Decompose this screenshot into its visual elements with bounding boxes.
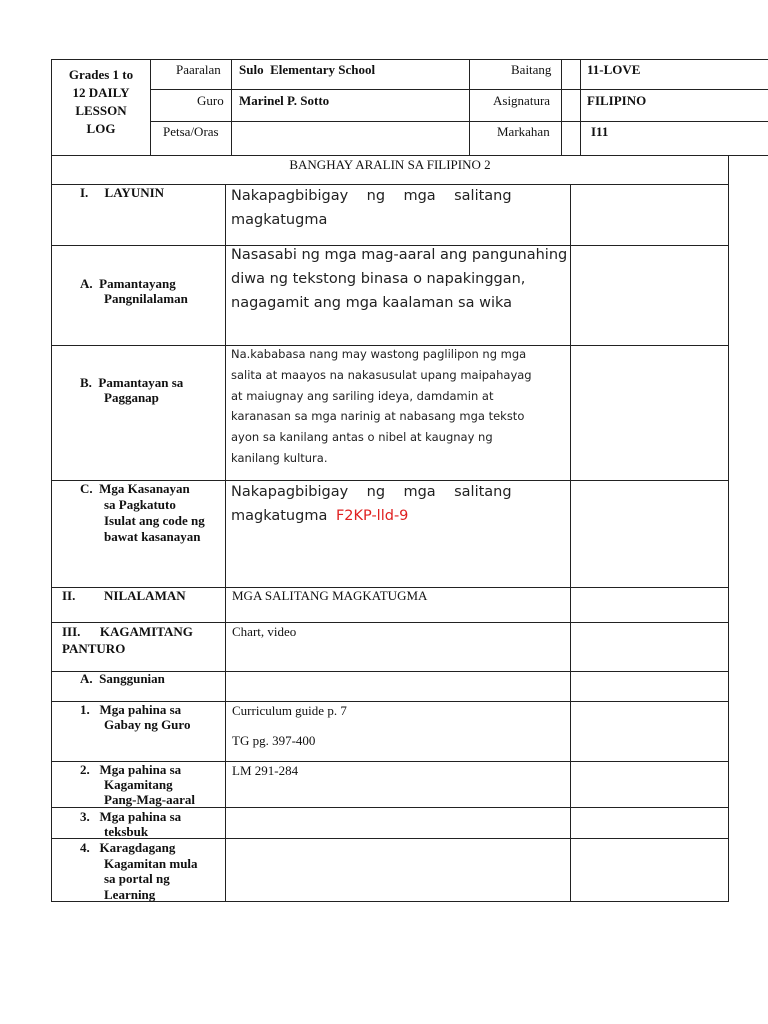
nilalaman-label: NILALAMAN (104, 588, 186, 603)
baitang-value: 11-LOVE (587, 62, 641, 77)
baitang-label: Baitang (511, 62, 552, 77)
panturo-extra-cell (570, 622, 729, 672)
nilalaman-extra-cell (570, 587, 729, 623)
layunin-extra-cell (570, 184, 729, 246)
pangnilalaman-extra-cell (570, 245, 729, 346)
markahan-label: Markahan (497, 124, 550, 139)
kasanayan-text: Nakapagbibigay ng mga salitang magkatugma F2KP-lld-9 (231, 484, 512, 524)
pagganap-text: Na.kababasa nang may wastong paglilipon ng mga salita at maayos na nakasusulat upang maipahayag at maiugnay ang sariling ideya, damdamin at karanasan sa mga narinig at nabasang mga teksto ayon sa kanilang antas o nibel at kaugnay ng kanilang kultura. (231, 347, 532, 465)
gabay-extra-cell (570, 701, 729, 762)
pagganap-extra-cell (570, 345, 729, 481)
kasanayan-extra-cell (570, 480, 729, 588)
kasanayan-text-line2: magkatugma (231, 508, 328, 524)
paaralan-label: Paaralan (176, 62, 221, 77)
teksbuk-content-cell (225, 807, 571, 839)
pangnilalaman-text: Nasasabi ng mga mag-aaral ang pangunahing diwa ng tekstong binasa o napakinggan, nagagamit ang mga kaalaman sa wika (231, 247, 568, 311)
pagganap-label: B. Pamantayan sa Pagganap (80, 375, 184, 405)
karagdagan-content-cell (225, 838, 571, 902)
karagdagan-extra-cell (570, 838, 729, 902)
panturo-value: Chart, video (232, 624, 297, 639)
pangnilalaman-label: A. Pamantayang Pangnilalaman (80, 276, 188, 306)
mag-aaral-label: 2. Mga pahina sa Kagamitang Pang-Mag-aaral (80, 762, 195, 807)
teksbuk-extra-cell (570, 807, 729, 839)
layunin-text: Nakapagbibigay ng mga salitang magkatugma (231, 188, 512, 228)
nilalaman-label-num: II. (62, 588, 76, 603)
nilalaman-value: MGA SALITANG MAGKATUGMA (232, 588, 428, 603)
layunin-label: I. LAYUNIN (80, 185, 165, 200)
kasanayan-label: C. Mga Kasanayan sa Pagkatuto Isulat ang code ng bawat kasanayan (80, 481, 205, 544)
asignatura-spacer-cell (561, 89, 581, 122)
sanggunian-extra-cell (570, 671, 729, 702)
karagdagan-label: 4. Karagdagang Kagamitan mula sa portal ng Learning (80, 840, 198, 902)
gabay-value: Curriculum guide p. 7 TG pg. 397-400 (232, 703, 347, 748)
sanggunian-label: A. Sanggunian (80, 671, 165, 686)
sanggunian-content-cell (225, 671, 571, 702)
baitang-spacer-cell (561, 59, 581, 90)
guro-label: Guro (197, 93, 224, 108)
teksbuk-label: 3. Mga pahina sa teksbuk (80, 809, 182, 839)
panturo-label: III. KAGAMITANG PANTURO (62, 624, 193, 656)
pagganap-label-cell (51, 345, 226, 481)
gabay-label: 1. Mga pahina sa Gabay ng Guro (80, 702, 191, 732)
paaralan-value: Sulo Elementary School (239, 62, 376, 77)
markahan-value: I11 (591, 124, 609, 139)
plan-title: BANGHAY ARALIN SA FILIPINO 2 (289, 157, 491, 172)
competency-code: F2KP-lld-9 (335, 508, 409, 524)
guro-value: Marinel P. Sotto (239, 93, 330, 108)
asignatura-value: FILIPINO (587, 93, 647, 108)
asignatura-label: Asignatura (493, 93, 551, 108)
mag-aaral-extra-cell (570, 761, 729, 808)
petsa-value-cell (231, 121, 470, 156)
mag-aaral-value: LM 291-284 (232, 763, 299, 778)
lesson-log-title: Grades 1 to 12 DAILY LESSON LOG (68, 67, 134, 136)
petsa-label: Petsa/Oras (163, 124, 219, 139)
markahan-spacer-cell (561, 121, 581, 156)
